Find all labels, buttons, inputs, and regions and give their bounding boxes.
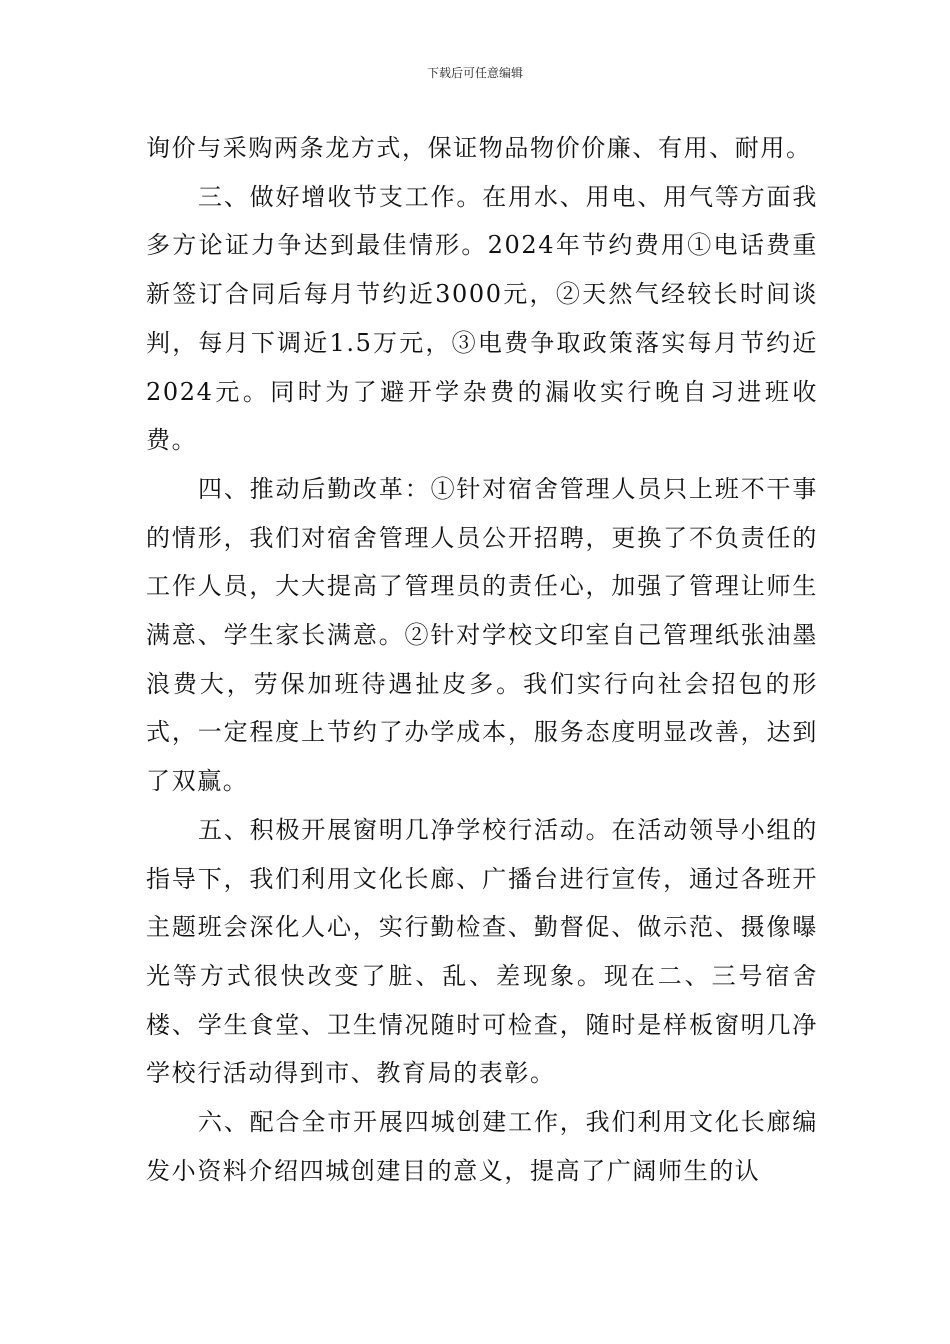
paragraph-purchasing: 询价与采购两条龙方式，保证物品物价价廉、有用、耐用。 — [146, 134, 812, 162]
paragraph-logistics-reform: 四、推动后勤改革：①针对宿舍管理人员只上班不干事的情形，我们对宿舍管理人员公开招聘，更换了不负责任的工作人员，大大提高了管理员的责任心，加强了管理让师生满意、学生家长满意。②针对学校文印室自己管理纸张油墨浪费大，劳保加班待遇扯皮多。我们实行向社会招包的形式，一定程度上节约了办学成本，服务态度明显改善，达到了双赢。 — [146, 474, 818, 796]
paragraph-clean-school: 五、积极开展窗明几净学校行活动。在活动领导小组的指导下，我们利用文化长廊、广播台进行宣传，通过各班开主题班会深化人心，实行勤检查、勤督促、做示范、摄像曝光等方式很快改变了脏、乱、差现象。现在二、三号宿舍楼、学生食堂、卫生情况随时可检查，随时是样板窗明几净学校行活动得到市、教育局的表彰。 — [146, 815, 818, 1088]
paragraph-city-creation: 六、配合全市开展四城创建工作，我们利用文化长廊编发小资料介绍四城创建目的意义，提高了广阔师生的认 — [146, 1108, 818, 1185]
page-header-note: 下载后可任意编辑 — [426, 66, 523, 80]
document-body — [146, 124, 818, 1195]
paragraph-cost-saving: 三、做好增收节支工作。在用水、用电、用气等方面我多方论证力争达到最佳情形。2024年节约费用①电话费重新签订合同后每月节约近3000元，②天然气经较长时间谈判，每月下调近1.5万元，③电费争取政策落实每月节约近2024元。同时为了避开学杂费的漏收实行晚自习进班收费。 — [146, 182, 818, 455]
